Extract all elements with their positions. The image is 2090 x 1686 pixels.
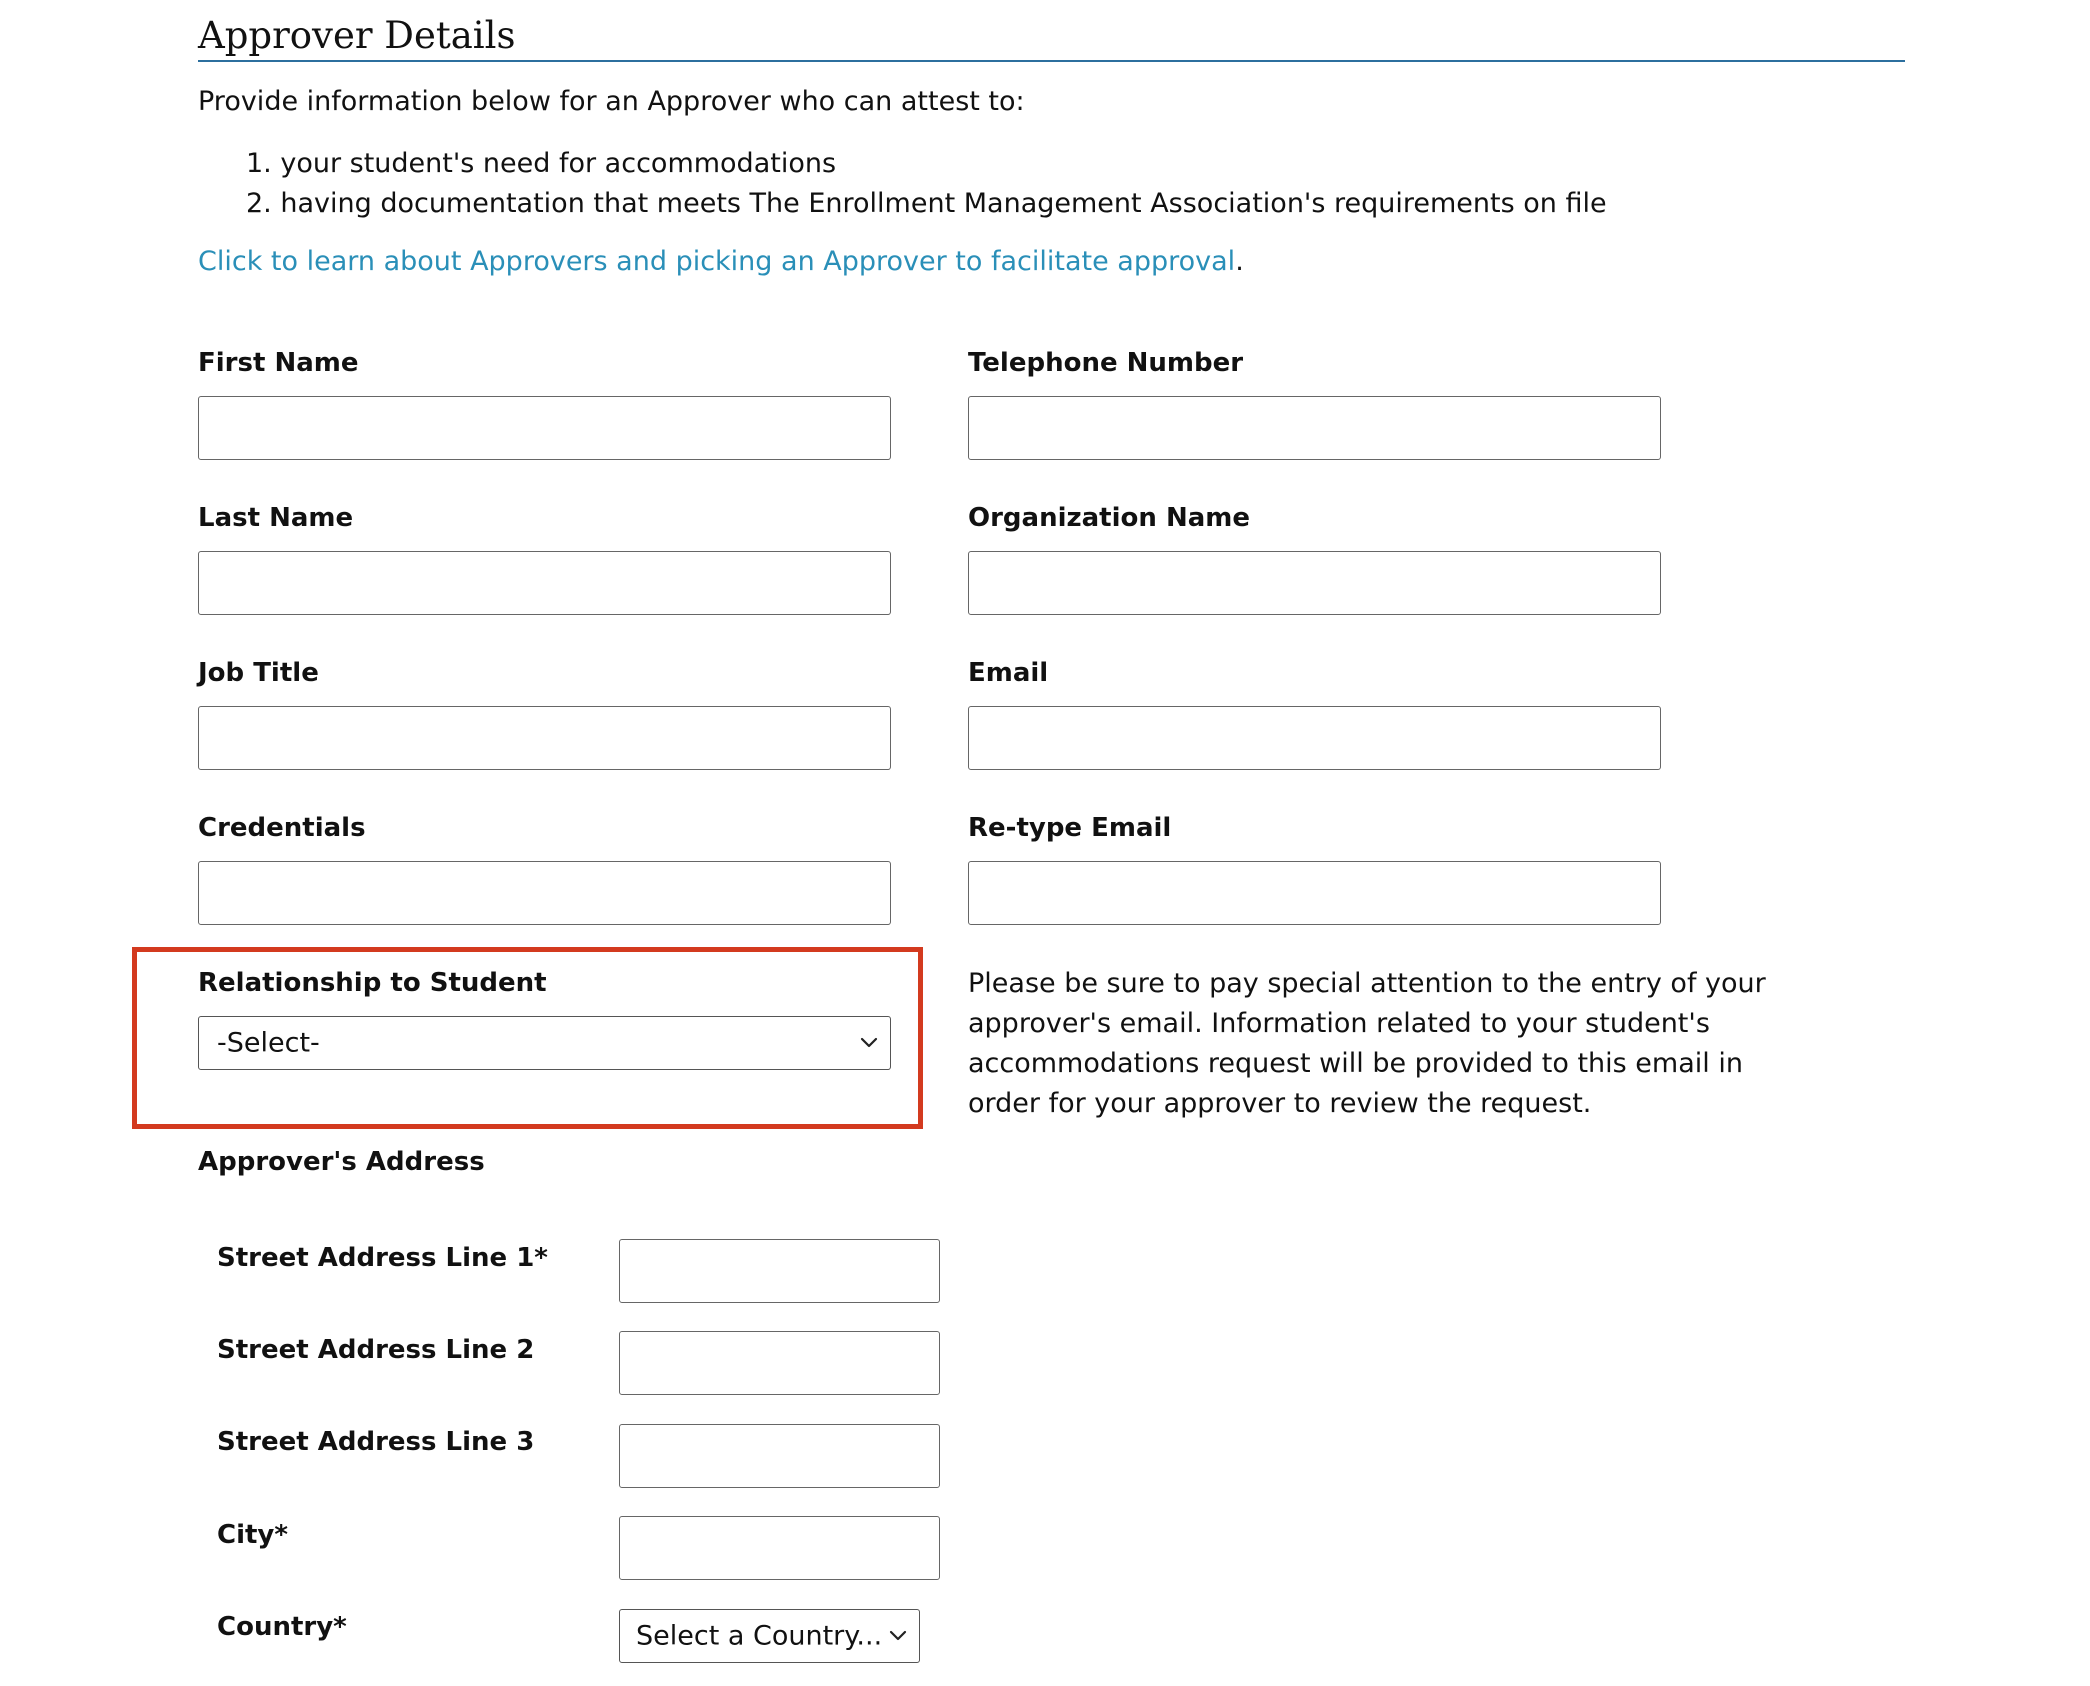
street-line2-label: Street Address Line 2: [217, 1335, 535, 1365]
email-note-line: approver's email. Information related to your student's: [968, 1008, 1710, 1039]
street-line1-input[interactable]: [619, 1239, 940, 1303]
credentials-input[interactable]: [198, 861, 891, 925]
first-name-label: First Name: [198, 348, 359, 378]
job-title-label: Job Title: [198, 658, 319, 688]
intro-text: Provide information below for an Approver who can attest to:: [198, 86, 1025, 117]
list-item: 1. your student's need for accommodations: [246, 148, 837, 179]
city-input[interactable]: [619, 1516, 940, 1580]
telephone-label: Telephone Number: [968, 348, 1244, 378]
job-title-input[interactable]: [198, 706, 891, 770]
learn-about-approvers-link[interactable]: Click to learn about Approvers and picking an Approver to facilitate approval: [198, 246, 1236, 277]
last-name-input[interactable]: [198, 551, 891, 615]
country-label: Country*: [217, 1612, 347, 1642]
retype-email-input[interactable]: [968, 861, 1661, 925]
learn-suffix: .: [1235, 246, 1244, 277]
email-note-line: Please be sure to pay special attention to the entry of your: [968, 968, 1766, 999]
email-note-line: order for your approver to review the request.: [968, 1088, 1592, 1119]
list-item: 2. having documentation that meets The Enrollment Management Association's requirements on file: [246, 188, 1607, 219]
street-line1-label: Street Address Line 1*: [217, 1243, 548, 1273]
street-line2-input[interactable]: [619, 1331, 940, 1395]
country-select[interactable]: [619, 1609, 920, 1663]
first-name-input[interactable]: [198, 396, 891, 460]
city-label: City*: [217, 1520, 288, 1550]
country-selected-value: Select a Country...: [636, 1620, 883, 1652]
telephone-input[interactable]: [968, 396, 1661, 460]
address-heading: Approver's Address: [198, 1147, 485, 1177]
requirements-list: [246, 144, 1607, 224]
email-input[interactable]: [968, 706, 1661, 770]
email-label: Email: [968, 658, 1049, 688]
credentials-label: Credentials: [198, 813, 366, 843]
relationship-label: Relationship to Student: [198, 968, 547, 998]
learn-more-line: [198, 244, 1244, 280]
last-name-label: Last Name: [198, 503, 354, 533]
email-note: [968, 964, 1766, 1124]
relationship-selected-value: -Select-: [217, 1027, 320, 1059]
organization-name-label: Organization Name: [968, 503, 1250, 533]
section-title: Approver Details: [198, 14, 1905, 62]
chevron-down-icon: [887, 1629, 909, 1643]
organization-name-input[interactable]: [968, 551, 1661, 615]
retype-email-label: Re-type Email: [968, 813, 1172, 843]
street-line3-label: Street Address Line 3: [217, 1427, 535, 1457]
chevron-down-icon: [858, 1036, 880, 1050]
email-note-line: accommodations request will be provided to this email in: [968, 1048, 1743, 1079]
relationship-select[interactable]: [198, 1016, 891, 1070]
street-line3-input[interactable]: [619, 1424, 940, 1488]
